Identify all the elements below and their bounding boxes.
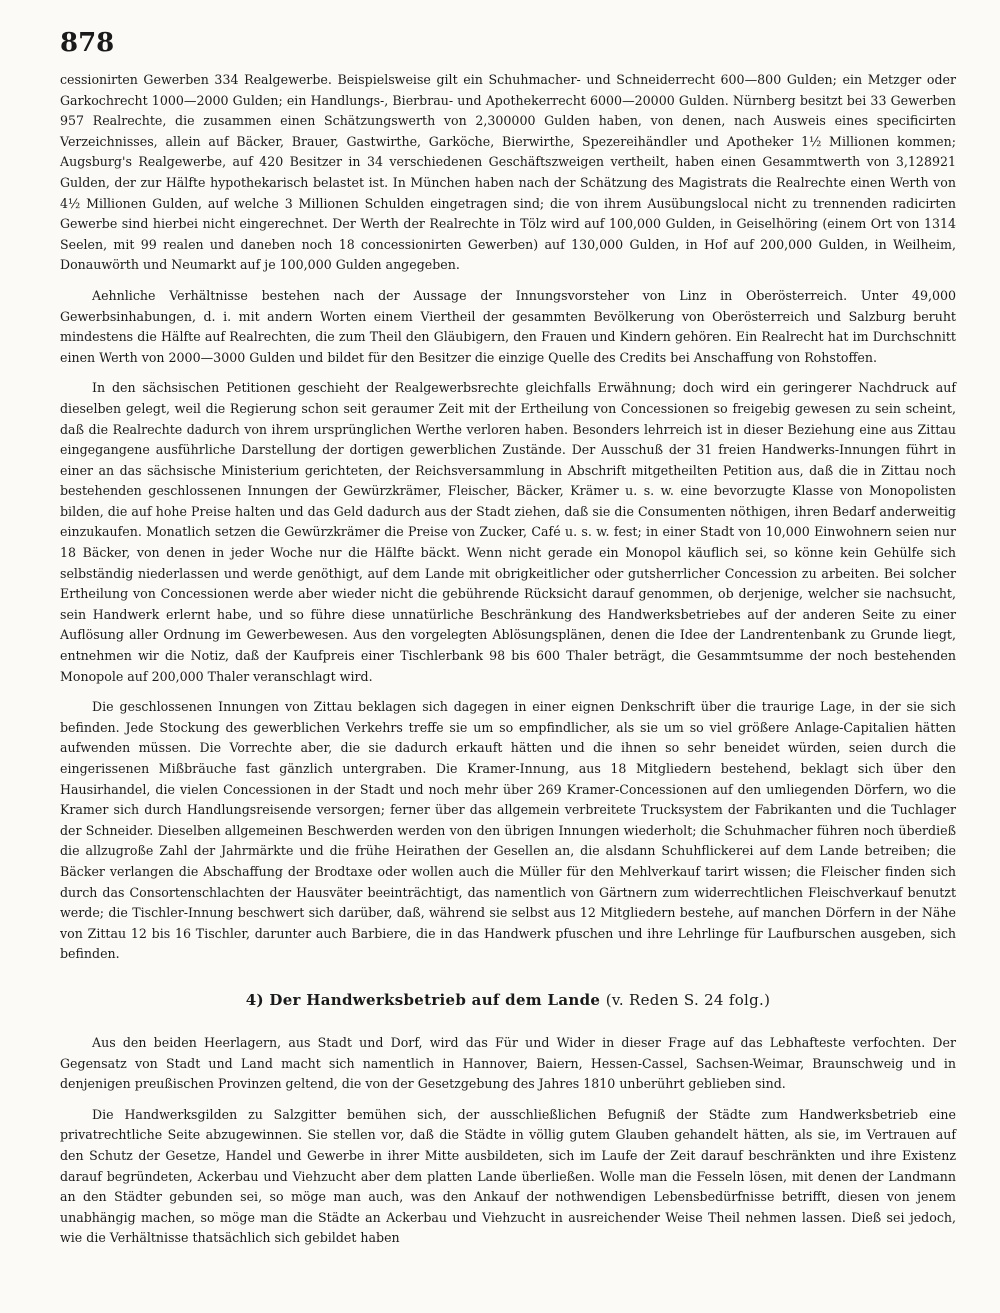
paragraph-1: cessionirten Gewerben 334 Realgewerbe. Beispielsweise gilt ein Schuhmacher- und Schneiderrecht 600—800 Gulden; ein Metzger oder Garkochrecht 1000—2000 Gulden; ein Handlungs-, Bierbrau- und Apothekerrecht 6000—20000 Gulden. Nürnberg besitzt bei 33 Gewerben 957 Realrechte, die zusammen einen Schätzungswerth von 2,300000 Gulden haben, von denen, nach Ausweis eines specificirten Verzeichnisses, allein auf Bäcker, Brauer, Gastwirthe, Garköche, Bierwirthe, Spezereihändler und Apotheker 1½ Millionen kommen; Augsburg's Realgewerbe, auf 420 Besitzer in 34 verschiedenen Geschäftszweigen vertheilt, haben einen Gesammtwerth von 3,128921 Gulden, der zur Hälfte hypothekarisch belastet ist. In München haben nach der Schätzung des Magistrats die Realrechte einen Werth von 4½ Millionen Gulden, auf welche 3 Millionen Schulden eingetragen sind; die von ihrem Ausübungslocal nicht zu trennenden radicirten Gewerbe sind hierbei nicht eingerechnet. Der Werth der Realrechte in Tölz wird auf 100,000 Gulden, in Geiselhöring (einem Ort von 1314 Seelen, mit 99 realen und daneben noch 18 concessionirten Gewerben) auf 130,000 Gulden, in Hof auf 200,000 Gulden, in Weilheim, Donauwörth und Neumarkt auf je 100,000 Gulden angegeben.: [60, 72, 956, 273]
body-text-before: [60, 70, 956, 965]
section-reference: (v. Reden S. 24 folg.): [605, 990, 771, 1009]
page-number: 878: [60, 28, 115, 58]
paragraph-3: In den sächsischen Petitionen geschieht der Realgewerbsrechte gleichfalls Erwähnung; doch wird ein geringerer Nachdruck auf dieselben gelegt, weil die Regierung schon seit geraumer Zeit mit der Ertheilung von Concessionen so freigebig gewesen zu sein scheint, daß die Realrechte dadurch von ihrem ursprünglichen Werthe verloren haben. Besonders lehrreich ist in dieser Beziehung eine aus Zittau eingegangene ausführliche Darstellung der dortigen gewerblichen Zustände. Der Ausschuß der 31 freien Handwerks-Innungen führt in einer an das sächsische Ministerium gerichteten, der Reichsversammlung in Abschrift mitgetheilten Petition aus, daß die in Zittau noch bestehenden geschlossenen Innungen der Gewürzkrämer, Fleischer, Bäcker, Krämer u. s. w. eine bevorzugte Klasse von Monopolisten bilden, die auf hohe Preise halten und das Geld dadurch aus der Stadt ziehen, daß sie die Consumenten nöthigen, ihren Bedarf anderweitig einzukaufen. Monatlich setzen die Gewürzkrämer die Preise von Zucker, Café u. s. w. fest; in einer Stadt von 10,000 Einwohnern seien nur 18 Bäcker, von denen in jeder Woche nur die Hälfte bäckt. Wenn nicht gerade ein Monopol käuflich sei, so könne kein Gehülfe sich selbständig niederlassen und werde genöthigt, auf dem Lande mit obrigkeitlicher oder gutsherrlicher Concession zu arbeiten. Bei solcher Ertheilung von Concessionen werde aber wieder nicht die gebührende Rücksicht darauf genommen, ob derjenige, welcher sie nachsucht, sein Handwerk erlernt habe, und so führe diese unnatürliche Beschränkung des Handwerksbetriebes auf der anderen Seite zu einer Auflösung aller Ordnung im Gewerbewesen. Aus den vorgelegten Ablösungsplänen, denen die Idee der Landrentenbank zu Grunde liegt, entnehmen wir die Notiz, daß der Kaufpreis einer Tischlerbank 98 bis 600 Thaler beträgt, die Gesammtsumme der noch bestehenden Monopole auf 200,000 Thaler veranschlagt wird.: [60, 380, 956, 684]
paragraph-5: Aus den beiden Heerlagern, aus Stadt und Dorf, wird das Für und Wider in dieser Frage auf das Lebhafteste verfochten. Der Gegensatz von Stadt und Land macht sich namentlich in Hannover, Baiern, Hessen-Cassel, Sachsen-Weimar, Braunschweig und in denjenigen preußischen Provinzen geltend, die von der Gesetzgebung des Jahres 1810 unberührt geblieben sind.: [60, 1034, 956, 1092]
section-heading: [60, 991, 956, 1009]
paragraph-4: Die geschlossenen Innungen von Zittau beklagen sich dagegen in einer eignen Denkschrift über die traurige Lage, in der sie sich befinden. Jede Stockung des gewerblichen Verkehrs treffe sie um so empfindlicher, als sie um so viel größere Anlage-Capitalien hätten aufwenden müssen. Die Vorrechte aber, die sie dadurch erkauft hätten und die ihnen so sehr beneidet würden, seien durch die eingerissenen Mißbräuche fast gänzlich untergraben. Die Kramer-Innung, aus 18 Mitgliedern bestehend, beklagt sich über den Hausirhandel, die vielen Concessionen in der Stadt und noch mehr über 269 Kramer-Concessionen auf den umliegenden Dörfern, wo die Kramer sich durch Handlungsreisende versorgen; ferner über das allgemein verbreitete Trucksystem der Fabrikanten und die Tuchlager der Schneider. Dieselben allgemeinen Beschwerden werden von den übrigen Innungen wiederholt; die Schuhmacher führen noch überdieß die allzugroße Zahl der Jahrmärkte und die frühe Heirathen der Gesellen an, die alsdann Schuhflickerei auf dem Lande betreiben; die Bäcker verlangen die Abschaffung der Brodtaxe oder wollen auch die Müller für den Mehlverkauf tarirt wissen; die Fleischer finden sich durch das Consortenschlachten der Hausväter beeinträchtigt, das namentlich von Gärtnern zum widerrechtlichen Fleischverkauf benutzt werde; die Tischler-Innung beschwert sich darüber, daß, während sie selbst aus 12 Mitgliedern bestehe, auf manchen Dörfern in der Nähe von Zittau 12 bis 16 Tischler, darunter auch Barbiere, die in das Handwerk pfuschen und ihre Lehrlinge für Laufburschen ausgeben, sich befinden.: [60, 699, 956, 962]
section-title: 4) Der Handwerksbetrieb auf dem Lande: [245, 990, 601, 1009]
body-text-after: [60, 1033, 956, 1249]
paragraph-6: Die Handwerksgilden zu Salzgitter bemühen sich, der ausschließlichen Befugniß der Städte zum Handwerksbetrieb eine privatrechtliche Seite abzugewinnen. Sie stellen vor, daß die Städte in völlig gutem Glauben gehandelt hätten, als sie, im Vertrauen auf den Schutz der Gesetze, Handel und Gewerbe in ihrer Mitte ausbildeten, sich im Laufe der Zeit darauf beschränkten und ihre Existenz darauf begründeten, Ackerbau und Viehzucht aber dem platten Lande überließen. Wolle man die Fesseln lösen, mit denen der Landmann an den Städter gebunden sei, so möge man auch, was den Ankauf der nothwendigen Lebensbedürfnisse betrifft, diesen von jenem unabhängig machen, so möge man die Städte an Ackerbau und Viehzucht in ausreichender Weise Theil nehmen lassen. Dieß sei jedoch, wie die Verhältnisse thatsächlich sich gebildet haben: [60, 1106, 956, 1246]
paragraph-2: Aehnliche Verhältnisse bestehen nach der Aussage der Innungsvorsteher von Linz in Oberösterreich. Unter 49,000 Gewerbsinhabungen, d. i. mit andern Worten einem Viertheil der gesammten Bevölkerung von Oberösterreich und Salzburg beruht mindestens die Hälfte auf Realrechten, die zum Theil den Gläubigern, den Frauen und Kindern gehören. Ein Realrecht hat im Durchschnitt einen Werth von 2000—3000 Gulden und bildet für den Besitzer die einzige Quelle des Credits bei Anschaffung von Rohstoffen.: [60, 287, 956, 365]
